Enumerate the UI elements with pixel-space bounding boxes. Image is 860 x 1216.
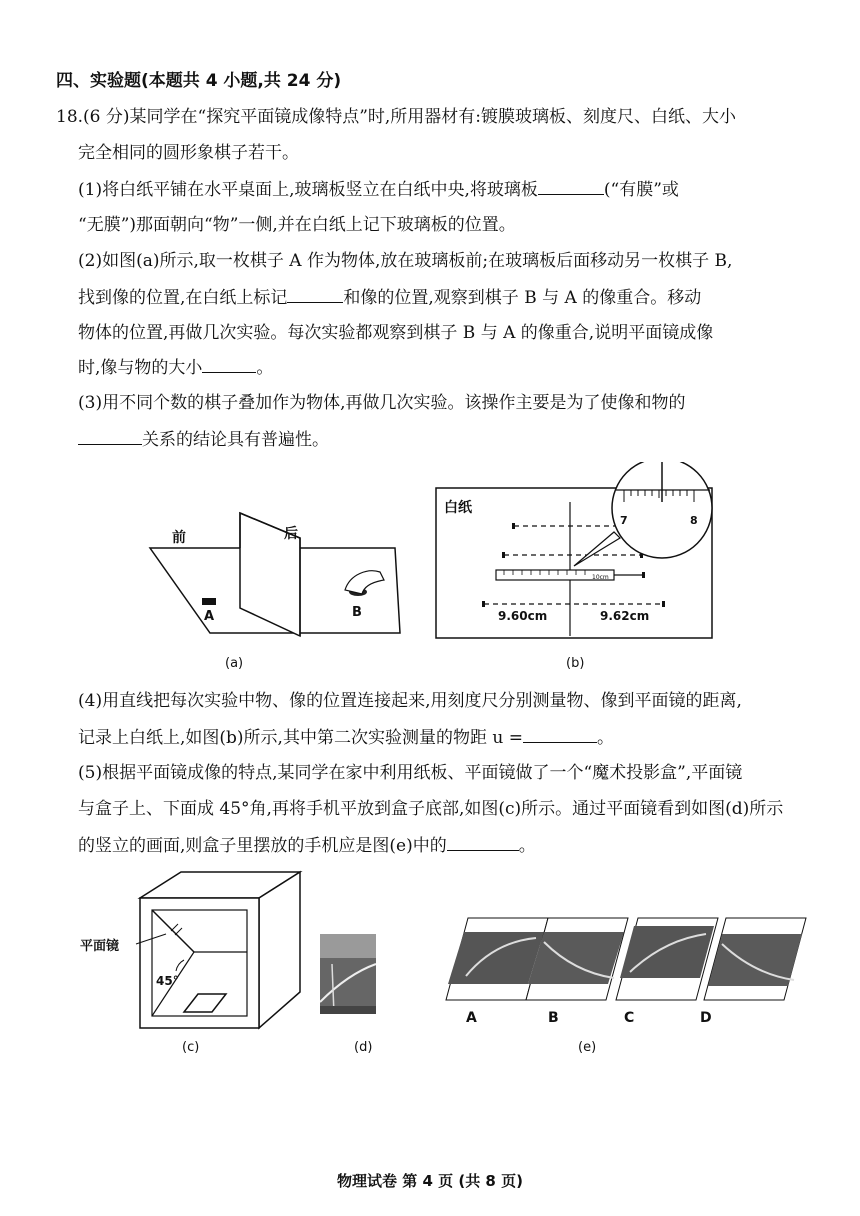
part-1-options: (“有膜”或 — [603, 180, 679, 200]
part-2-text-end: 时,像与物的大小 — [78, 358, 203, 378]
option-c-label: C — [624, 1010, 635, 1022]
part-2-text: 找到像的位置,在白纸上标记 — [78, 288, 288, 308]
part-5-line-1: (5)根据平面镜成像的特点,某同学在家中利用纸板、平面镜做了一个“魔术投影盒”,平面镜 — [78, 763, 743, 783]
answer-blank-3[interactable] — [202, 356, 256, 373]
answer-blank-4[interactable] — [78, 428, 142, 445]
answer-blank-5[interactable] — [523, 726, 597, 743]
part-2-line-3: 物体的位置,再做几次实验。每次实验都观察到棋子 B 与 A 的像重合,说明平面镜成像 — [78, 323, 714, 343]
figure-c-diagram — [76, 868, 308, 1034]
option-d-image — [704, 918, 806, 1000]
ruler-unit-label: 10cm — [592, 574, 609, 581]
distance-right: 9.62cm — [600, 609, 650, 623]
answer-blank-1[interactable] — [538, 178, 604, 195]
option-c-image — [616, 918, 718, 1000]
part-3-text: 关系的结论具有普遍性。 — [142, 430, 329, 450]
white-paper-label: 白纸 — [444, 500, 472, 516]
label-front: 前 — [172, 530, 186, 546]
part-1-line-2: “无膜”)那面朝向“物”一侧,并在白纸上记下玻璃板的位置。 — [78, 215, 516, 235]
figure-b-diagram — [434, 462, 724, 642]
part-3-line-1: (3)用不同个数的棋子叠加作为物体,再做几次实验。该操作主要是为了使像和物的 — [78, 393, 686, 413]
option-b-label: B — [548, 1010, 559, 1022]
label-b: B — [352, 605, 362, 620]
part-2-line-1: (2)如图(a)所示,取一枚棋子 A 作为物体,放在玻璃板前;在玻璃板后面移动另一枚棋子 B, — [78, 251, 733, 271]
option-a-label: A — [466, 1010, 477, 1022]
part-1-text: (1)将白纸平铺在水平桌面上,玻璃板竖立在白纸中央,将玻璃板 — [78, 180, 538, 200]
figure-a-diagram — [140, 508, 410, 648]
figure-e-options — [444, 912, 816, 1022]
part-4-line-1: (4)用直线把每次实验中物、像的位置连接起来,用刻度尺分别测量物、像到平面镜的距离, — [78, 691, 742, 711]
figure-d-image — [320, 924, 376, 1024]
part-2-period: 。 — [256, 358, 274, 378]
figure-a-caption: (a) — [225, 656, 244, 671]
part-2-line-4 — [78, 356, 273, 379]
label-back: 后 — [284, 526, 298, 542]
part-2-text-cont: 和像的位置,观察到棋子 B 与 A 的像重合。移动 — [343, 288, 702, 308]
chess-piece-a — [202, 598, 216, 605]
page-footer: 物理试卷 第 4 页 (共 8 页) — [337, 1172, 523, 1190]
part-5-text: 的竖立的画面,则盒子里摆放的手机应是图(e)中的 — [78, 836, 447, 856]
figure-d-caption: (d) — [354, 1040, 373, 1055]
label-a: A — [204, 609, 215, 624]
tick-8: 8 — [690, 514, 698, 527]
option-d-label: D — [700, 1010, 712, 1022]
answer-blank-2[interactable] — [287, 286, 343, 303]
mirror-label: 平面镜 — [80, 939, 120, 954]
part-5-line-2: 与盒子上、下面成 45°角,再将手机平放到盒子底部,如图(c)所示。通过平面镜看到如图(d)所示 — [78, 799, 784, 819]
part-3-line-2 — [78, 428, 329, 451]
question-intro-line-1: 18.(6 分)某同学在“探究平面镜成像特点”时,所用器材有:镀膜玻璃板、刻度尺、白纸、大小 — [56, 107, 737, 127]
figure-e-caption: (e) — [578, 1040, 597, 1055]
part-4-period: 。 — [596, 728, 614, 748]
part-5-line-3 — [78, 834, 536, 857]
angle-label: 45° — [156, 974, 179, 988]
part-4-text: 记录上白纸上,如图(b)所示,其中第二次实验测量的物距 u = — [78, 728, 523, 748]
tick-7: 7 — [620, 514, 628, 527]
answer-blank-6[interactable] — [447, 834, 519, 851]
part-4-line-2 — [78, 726, 614, 749]
figure-c-caption: (c) — [182, 1040, 200, 1055]
part-2-line-2 — [78, 286, 701, 309]
part-5-period: 。 — [518, 836, 536, 856]
figure-b-caption: (b) — [566, 656, 585, 671]
part-1-line-1 — [78, 178, 679, 201]
question-intro-line-2: 完全相同的圆形象棋子若干。 — [78, 143, 299, 163]
section-title: 四、实验题(本题共 4 小题,共 24 分) — [56, 71, 342, 91]
distance-left: 9.60cm — [498, 609, 548, 623]
